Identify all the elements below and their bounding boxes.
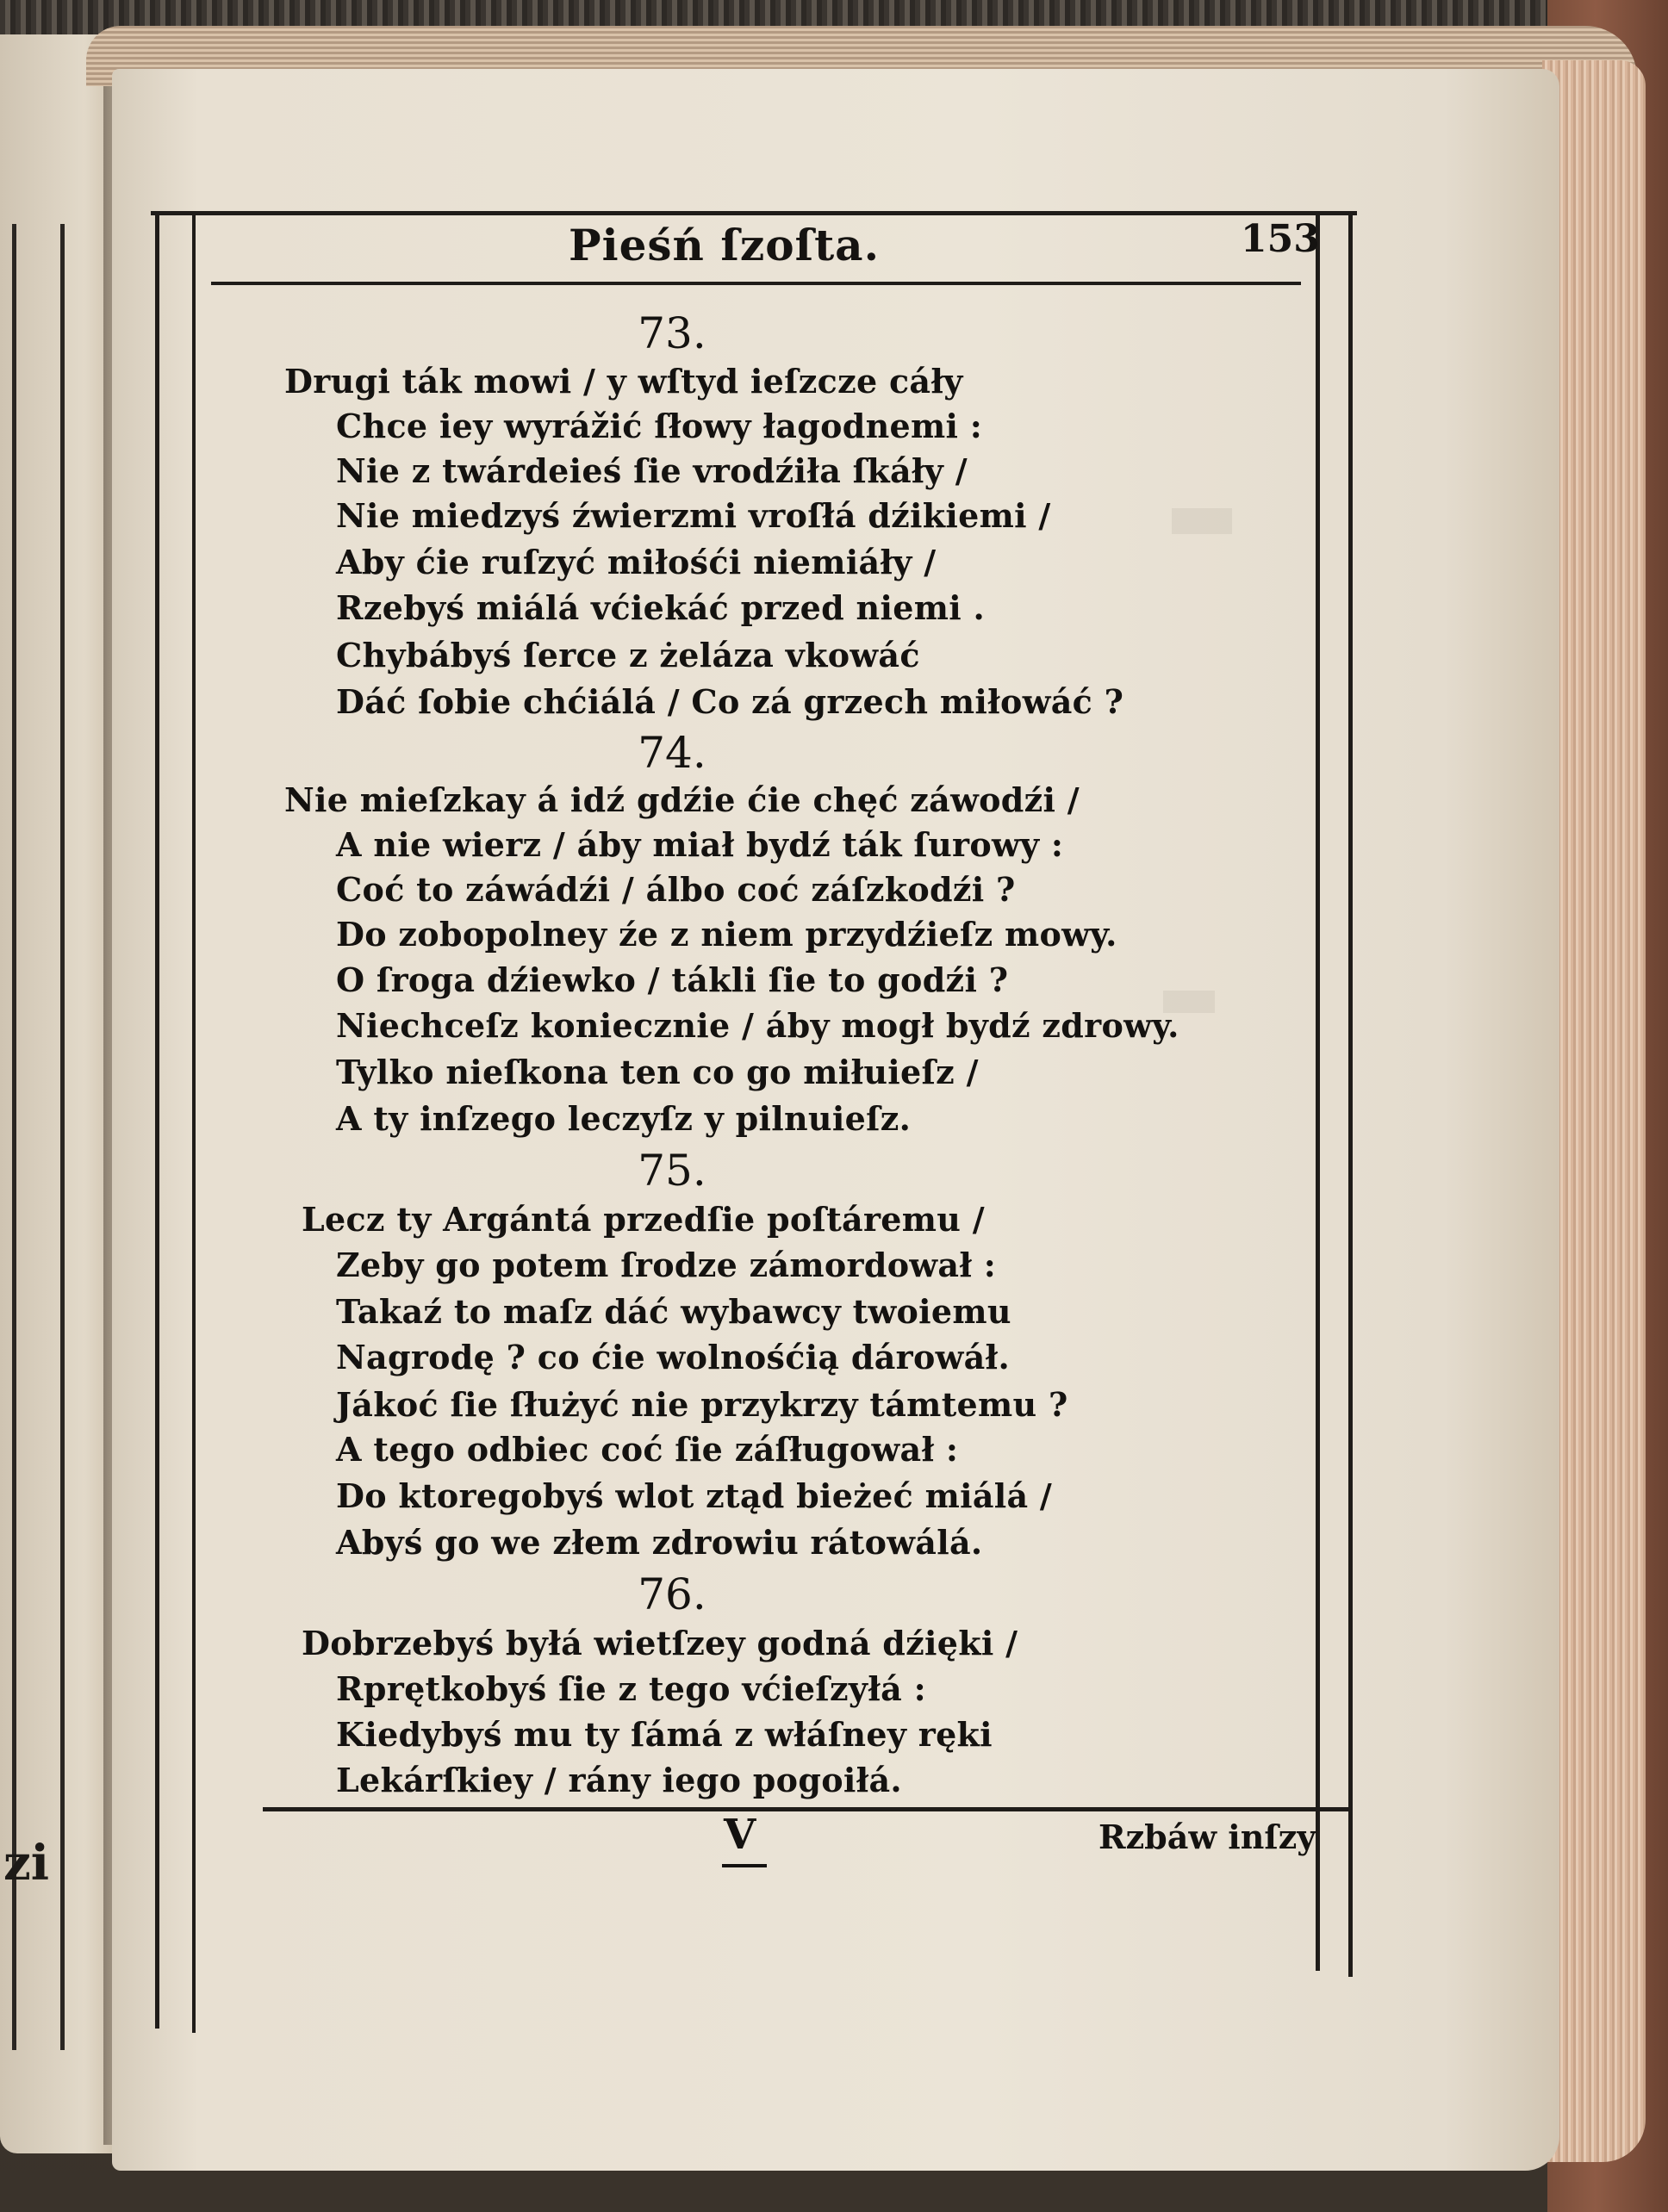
stanza-number: 76. — [638, 1569, 706, 1619]
verse-line: Niechceſz koniecznie / áby mogł bydź zdrowy. — [336, 1006, 1179, 1045]
left-facing-page — [0, 34, 121, 2153]
frame-header-rule — [211, 282, 1301, 285]
verse-line: Tylko nieſkona ten co go miłuieſz / — [336, 1053, 979, 1091]
verse-line: Rprętkobyś ſie z tego vćieſzyłá : — [336, 1669, 926, 1708]
verse-line: Rzebyś miálá vćiekáć przed niemi . — [336, 588, 985, 627]
verse-line: Lekárſkiey / rány iego pogoiłá. — [336, 1761, 902, 1799]
verse-line: Chybábyś ſerce z żeláza vkowáć — [336, 636, 920, 674]
verse-line: Nagrodę ? co ćie wolnośćią dárowáł. — [336, 1338, 1010, 1376]
frame-left-inner-rule — [192, 215, 196, 2033]
verse-line: Dáć ſobie chćiálá / Co zá grzech miłowáć ? — [336, 682, 1124, 721]
verse-line: Coć to záwádźi / álbo coć záſzkodźi ? — [336, 870, 1016, 909]
verse-line: Jákoć ſie ſłużyć nie przykrzy támtemu ? — [336, 1385, 1068, 1424]
verse-line: Dobrzebyś byłá wietſzey godná dźięki / — [302, 1624, 1018, 1662]
frame-top-rule — [151, 211, 1357, 215]
verse-line: Nie miedzyś źwierzmi vroſłá dźikiemi / — [336, 496, 1051, 535]
verse-line: Lecz ty Argántá przedſie poſtáremu / — [302, 1200, 985, 1239]
signature-mark: V — [724, 1811, 756, 1859]
catchword: Rzbáw inſzy — [1099, 1817, 1316, 1856]
verse-line: Chce iey wyrážić ſłowy łagodnemi : — [336, 407, 983, 445]
verse-line: Drugi ták mowi / y wſtyd ieſzcze cáły — [284, 362, 963, 401]
verse-line: A ty inſzego leczyſz y pilnuieſz. — [336, 1099, 912, 1138]
left-page-rule — [60, 224, 65, 2050]
verse-line: Aby ćie ruſzyć miłośći niemiáły / — [336, 543, 937, 581]
frame-right-outer-rule — [1348, 211, 1353, 1977]
verse-line: A nie wierz / áby miał bydź ták ſurowy : — [336, 825, 1064, 864]
verse-line: Do zobopolney źe z niem przydźieſz mowy. — [336, 915, 1117, 954]
verse-line: Takaź to maſz dáć wybawcy twoiemu — [336, 1292, 1011, 1331]
verse-line: Kiedybyś mu ty ſámá z włáſney ręki — [336, 1715, 993, 1754]
frame-bottom-rule — [263, 1807, 1353, 1811]
verse-line: Nie mieſzkay á idź gdźie ćie chęć záwodźi / — [284, 780, 1080, 819]
frame-right-inner-rule — [1316, 214, 1320, 1971]
running-title: Pieśń ſzoſta. — [569, 220, 880, 270]
page-number: 153 — [1241, 217, 1320, 261]
frame-left-outer-rule — [155, 211, 159, 2029]
show-through-mark — [1172, 508, 1232, 534]
verse-line: Do ktoregobyś wlot ztąd bieżeć miálá / — [336, 1476, 1053, 1515]
left-page-edge-text: zi — [3, 1835, 50, 1892]
stanza-number: 74. — [638, 728, 706, 778]
verse-line: Nie z twárdeieś ſie vrodźiła ſkáły / — [336, 451, 968, 490]
stanza-number: 73. — [638, 308, 706, 358]
verse-line: Abyś go we złem zdrowiu rátowálá. — [336, 1523, 983, 1562]
verse-line: A tego odbiec coć ſie záſługował : — [336, 1430, 959, 1469]
stanza-number: 75. — [638, 1146, 706, 1196]
left-page-rule — [12, 224, 16, 2050]
signature-underline — [722, 1864, 767, 1867]
verse-line: O ſroga dźiewko / tákli ſie to godźi ? — [336, 960, 1009, 999]
verse-line: Zeby go potem ſrodze zámordował : — [336, 1246, 997, 1284]
